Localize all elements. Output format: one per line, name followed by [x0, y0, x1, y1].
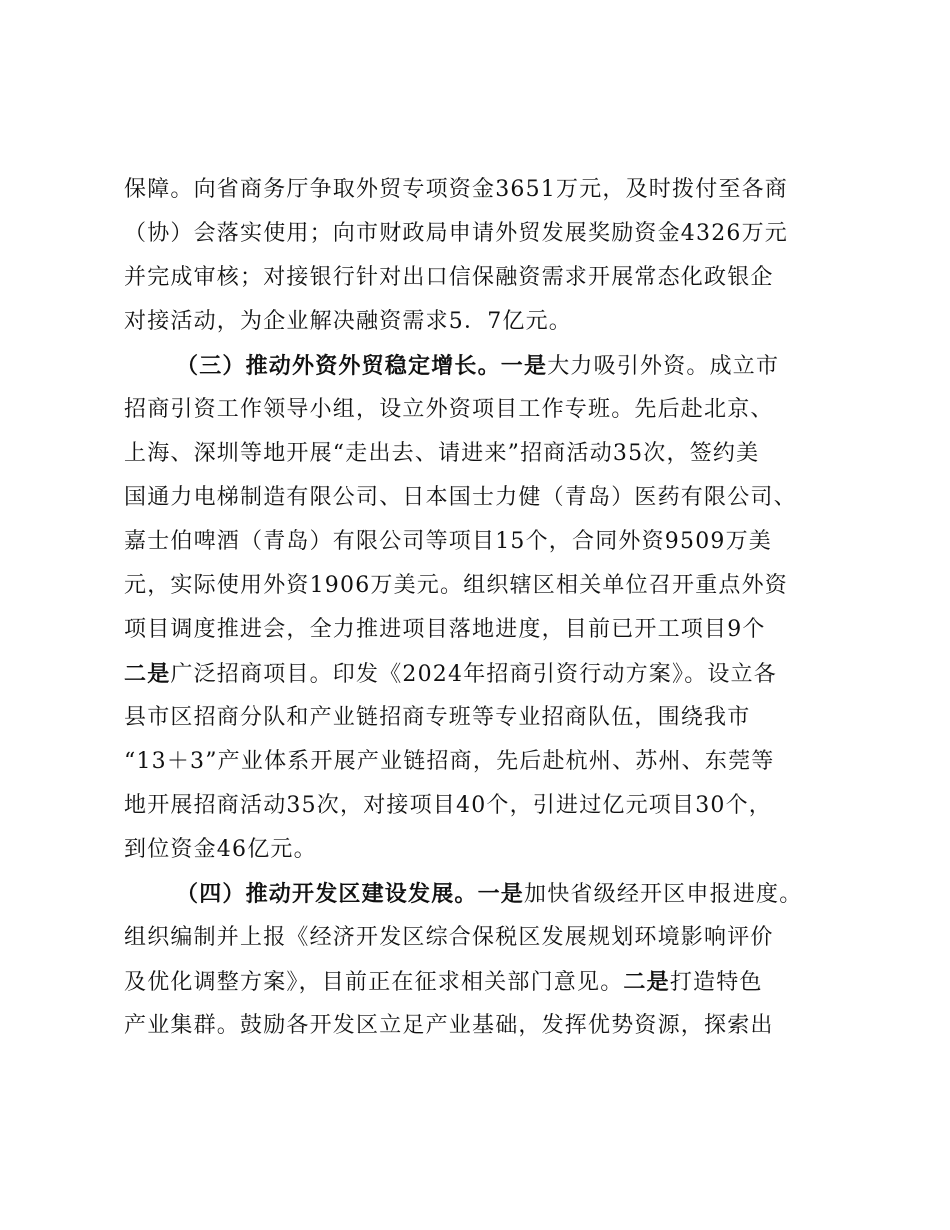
text-line — [124, 696, 836, 740]
section-heading-four: （四）推动开发区建设发展。一是 — [176, 881, 525, 907]
line-text: 加快省级经开区申报进度。 — [524, 882, 803, 907]
emphasis-label: 二是 — [124, 661, 171, 687]
text-line — [124, 1004, 836, 1048]
line-text: 到位资金46亿元。 — [124, 837, 317, 862]
line-text: 组织编制并上报《经济开发区综合保税区发展规划环境影响评价 — [124, 925, 774, 950]
document-body — [124, 168, 836, 1048]
text-line — [124, 828, 836, 872]
line-text: 保障。向省商务厅争取外贸专项资金3651万元，及时拨付至各商 — [124, 177, 788, 202]
text-line — [124, 784, 836, 828]
text-line — [124, 300, 836, 344]
section-heading-three: （三）推动外资外贸稳定增长。一是 — [176, 353, 548, 379]
text-line — [124, 960, 836, 1004]
text-line — [124, 564, 836, 608]
text-line — [124, 168, 836, 212]
text-line — [124, 212, 836, 256]
text-line — [124, 388, 836, 432]
line-text: 地开展招商活动35次，对接项目40个，引进过亿元项目30个， — [124, 793, 772, 818]
text-line — [124, 256, 836, 300]
line-text: 上海、深圳等地开展“走出去、请进来”招商活动35次，签约美 — [124, 441, 760, 466]
text-line — [124, 740, 836, 784]
text-line — [124, 520, 836, 564]
line-text: 产业集群。鼓励各开发区立足产业基础，发挥优势资源，探索出 — [124, 1013, 774, 1038]
line-text: 对接活动，为企业解决融资需求5．7亿元。 — [124, 309, 572, 334]
text-line — [124, 608, 836, 652]
line-text: 元，实际使用外资1906万美元。组织辖区相关单位召开重点外资 — [124, 573, 788, 598]
line-text: 国通力电梯制造有限公司、日本国士力健（青岛）医药有限公司、 — [124, 485, 797, 510]
text-line — [124, 476, 836, 520]
text-line — [124, 916, 836, 960]
line-text: 嘉士伯啤酒（青岛）有限公司等项目15个，合同外资9509万美 — [124, 529, 772, 554]
line-text: 广泛招商项目。印发《2024年招商引资行动方案》。设立各 — [170, 662, 777, 687]
line-text: 项目调度推进会，全力推进项目落地进度，目前已开工项目9个 — [124, 617, 766, 642]
section-heading-line — [124, 872, 836, 916]
line-text: 打造特色 — [669, 970, 763, 995]
line-text: 及优化调整方案》，目前正在征求相关部门意见。 — [124, 970, 624, 995]
section-heading-line — [124, 344, 836, 388]
emphasis-label: 二是 — [623, 969, 670, 995]
line-text: “13＋3”产业体系开展产业链招商，先后赴杭州、苏州、东莞等 — [124, 749, 775, 774]
text-line — [124, 432, 836, 476]
line-text: （协）会落实使用；向市财政局申请外贸发展奖励资金4326万元 — [124, 221, 788, 246]
line-text: 并完成审核；对接银行针对出口信保融资需求开展常态化政银企 — [124, 265, 774, 290]
text-line — [124, 652, 836, 696]
line-text: 县市区招商分队和产业链招商专班等专业招商队伍，围绕我市 — [124, 705, 751, 730]
line-text: 大力吸引外资。成立市 — [547, 354, 780, 379]
line-text: 招商引资工作领导小组，设立外资项目工作专班。先后赴北京、 — [124, 397, 774, 422]
